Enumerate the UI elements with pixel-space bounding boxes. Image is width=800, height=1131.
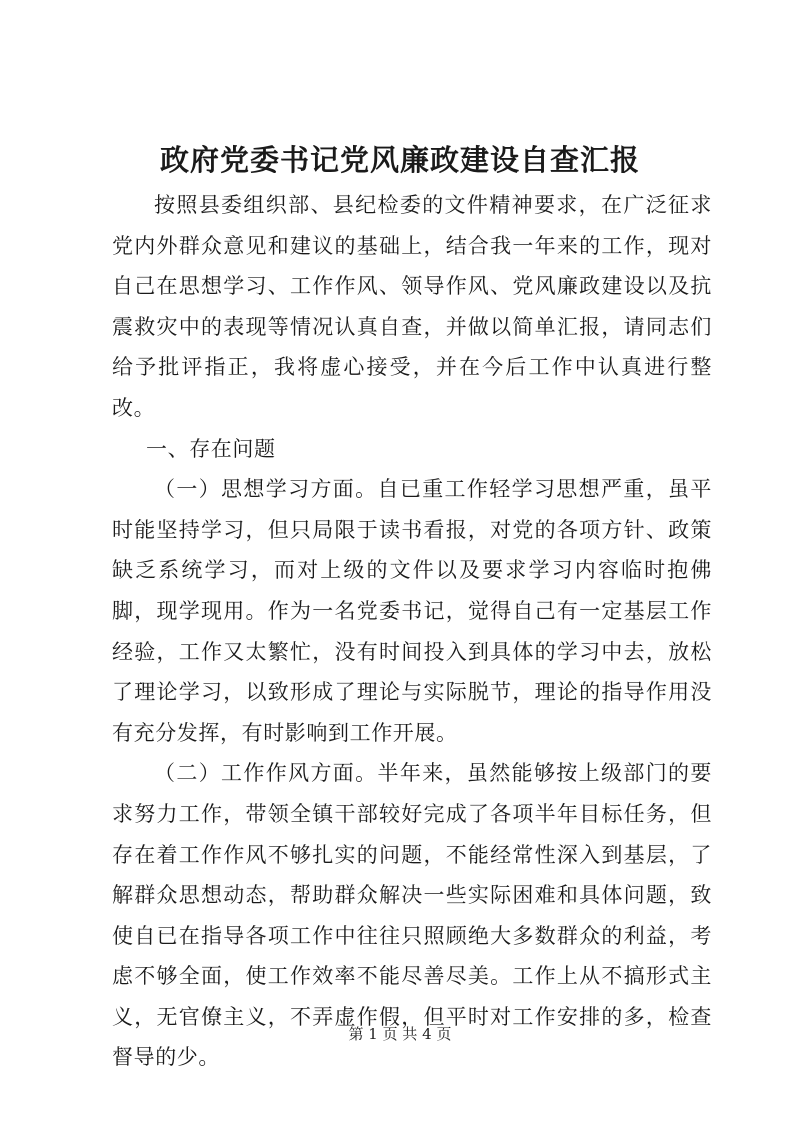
section-heading-problems: 一、存在问题 — [146, 436, 276, 461]
paragraph-work-style: （二）工作作风方面。半年来，虽然能够按上级部门的要求努力工作，带领全镇干部较好完成了各项半年目标任务，但存在着工作作风不够扎实的问题，不能经常性深入到基层，了解群众思想动态，帮助群众解决一些实际困难和具体问题，致使自已在指导各项工作中往往只照顾绝大多数群众的利益，考虑不够全面，使工作效率不能尽善尽美。工作上从不搞形式主义，无官僚主义，不弄虚作假，但平时对工作安排的多，检查督导的少。 — [112, 761, 712, 1070]
document-body — [112, 185, 712, 1078]
paragraph-thought-study: （一）思想学习方面。自已重工作轻学习思想严重，虽平时能坚持学习，但只局限于读书看报，对党的各项方针、政策缺乏系统学习，而对上级的文件以及要求学习内容临时抱佛脚，现学现用。作为一名党委书记，觉得自己有一定基层工作经验，工作又太繁忙，没有时间投入到具体的学习中去，放松了理论学习，以致形成了理论与实际脱节，理论的指导作用没有充分发挥，有时影响到工作开展。 — [112, 477, 712, 745]
intro-paragraph: 按照县委组织部、县纪检委的文件精神要求，在广泛征求党内外群众意见和建议的基础上，结合我一年来的工作，现对自己在思想学习、工作作风、领导作风、党风廉政建设以及抗震救灾中的表现等情况认真自查，并做以简单汇报，请同志们给予批评指正，我将虚心接受，并在今后工作中认真进行整改。 — [112, 193, 712, 420]
document-title: 政府党委书记党风廉政建设自查汇报 — [159, 143, 640, 177]
page-number-footer: 第 1 页 共 4 页 — [348, 1025, 452, 1043]
